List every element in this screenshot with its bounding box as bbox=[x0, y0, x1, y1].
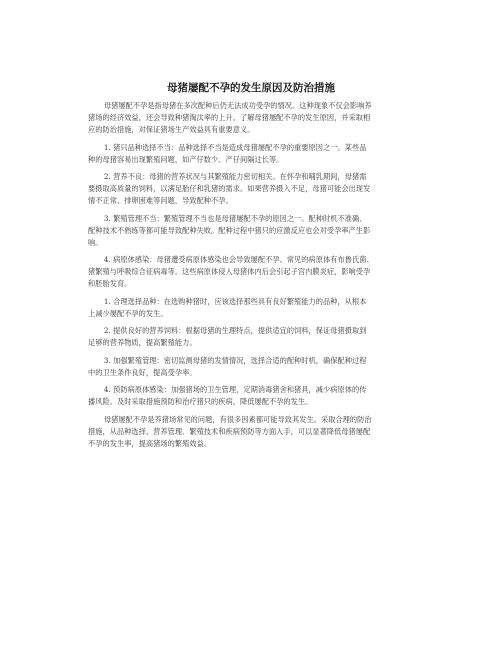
document-title: 母猪屡配不孕的发生原因及防治措施 bbox=[167, 82, 335, 94]
document-body bbox=[88, 100, 418, 455]
intro-paragraph: 母猪屡配不孕是指母猪在多次配种后仍无法成功受孕的情况。这种现象不仅会影响养 猪场的经济效益，还会导致种猪淘汰率的上升。了解母猪屡配不孕的发生原因，并采取相 应的防治措施，对保证猪场生产效益具有重要意义。 bbox=[88, 101, 372, 134]
measure-item-nutrition: 2. 提供良好的营养饲料：根据母猪的生理特点，提供适宜的饲料，保证母猪摄取到 足够的营养物质，提高繁殖能力。 bbox=[88, 326, 367, 347]
conclusion-paragraph: 母猪屡配不孕是养猪场常见的问题，有很多因素都可能导致其发生。采取合理的防治 措施，从品种选择、营养管理、繁殖技术和疾病预防等方面入手，可以显著降低母猪屡配 不孕的发生率，提高猪场的繁殖效益。 bbox=[88, 414, 372, 448]
cause-item-breed: 1. 猪只品种选择不当：品种选择不当是造成母猪屡配不孕的重要原因之一。某些品 种的母猪容易出现繁殖问题，如产仔数少、产仔间隔过长等。 bbox=[88, 142, 367, 164]
cause-item-management: 3. 繁殖管理不当：繁殖管理不当也是母猪屡配不孕的原因之一。配种时机不准确、 配种技术不熟练等都可能导致配种失败。配种过程中猪只的应激反应也会对受孕率产生影 响。 bbox=[88, 213, 371, 247]
cause-item-nutrition: 2. 营养不良：母猪的营养状况与其繁殖能力密切相关。在怀孕和哺乳期间，母猪需 要摄取高质量的饲料，以满足胎仔和乳猪的需求。如果营养摄入不足，母猪可能会出现发 情不正常、排卵困难等问题，导致配种不孕。 bbox=[88, 172, 371, 205]
measure-item-prevention: 4. 预防病原体感染：加强猪场的卫生管理，定期消毒猪舍和猪具，减少病原体的传 播风险。及时采取措施预防和治疗猪只的疾病，降低屡配不孕的发生。 bbox=[88, 385, 367, 406]
measure-item-breed: 1. 合理选择品种：在选购种猪时，应该选择那些具有良好繁殖能力的品种，从根本 上减少屡配不孕的发生。 bbox=[88, 296, 367, 318]
cause-item-infection: 4. 病原体感染：母猪遭受病原体感染也会导致屡配不孕。常见的病原体有布鲁氏菌、 猪繁殖与呼吸综合征病毒等。这些病原体侵入母猪体内后会引起子宫内膜炎症，影响受孕 和胚胎发育。 bbox=[88, 255, 374, 288]
measure-item-management: 3. 加强繁殖管理：密切监测母猪的发情情况，选择合适的配种时机，确保配种过程 中的卫生条件良好，提高受孕率。 bbox=[88, 355, 367, 377]
